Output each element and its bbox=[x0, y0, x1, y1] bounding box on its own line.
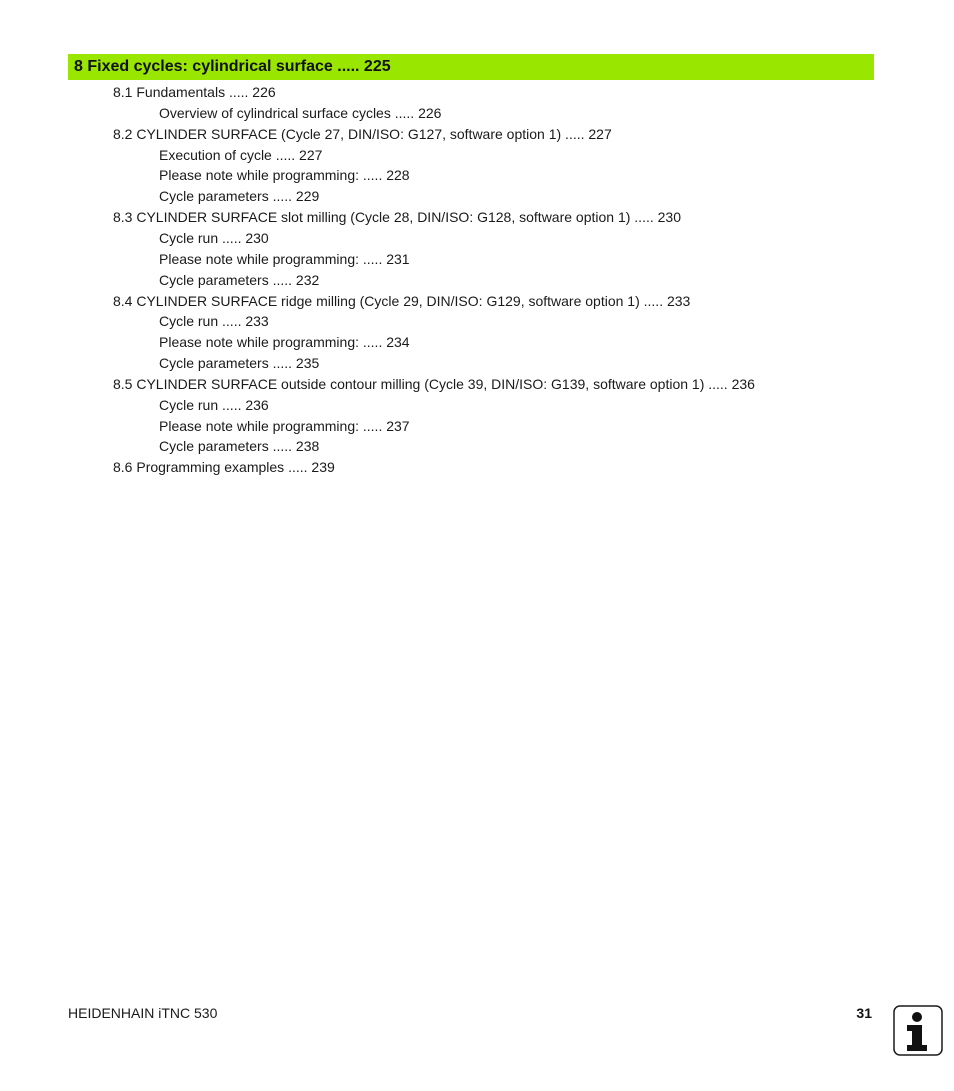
chapter-title[interactable]: 8 Fixed cycles: cylindrical surface ..... 225 bbox=[74, 58, 391, 75]
page-number: 31 bbox=[856, 1005, 872, 1021]
info-icon bbox=[893, 1005, 943, 1056]
toc-subsection-entry[interactable]: Cycle parameters ..... 232 bbox=[159, 271, 320, 288]
toc-subsection-entry[interactable]: Please note while programming: ..... 231 bbox=[159, 250, 410, 267]
toc-section-entry[interactable]: 8.3 CYLINDER SURFACE slot milling (Cycle 28, DIN/ISO: G128, software option 1) ..... 230 bbox=[113, 209, 681, 226]
toc-subsection-entry[interactable]: Cycle run ..... 230 bbox=[159, 229, 269, 246]
toc-subsection-entry[interactable]: Please note while programming: ..... 237 bbox=[159, 417, 410, 434]
toc-section-entry[interactable]: 8.5 CYLINDER SURFACE outside contour milling (Cycle 39, DIN/ISO: G139, software option 1) ..... 236 bbox=[113, 375, 755, 392]
toc-section-entry[interactable]: 8.6 Programming examples ..... 239 bbox=[113, 459, 335, 476]
toc-section-entry[interactable]: 8.4 CYLINDER SURFACE ridge milling (Cycle 29, DIN/ISO: G129, software option 1) ..... 233 bbox=[113, 292, 691, 309]
chapter-heading-bar bbox=[68, 54, 874, 80]
toc-subsection-entry[interactable]: Please note while programming: ..... 228 bbox=[159, 167, 410, 184]
toc-section-entry[interactable]: 8.2 CYLINDER SURFACE (Cycle 27, DIN/ISO: G127, software option 1) ..... 227 bbox=[113, 125, 612, 142]
toc-subsection-entry[interactable]: Cycle parameters ..... 229 bbox=[159, 188, 320, 205]
toc-section-entry[interactable]: 8.1 Fundamentals ..... 226 bbox=[113, 84, 276, 100]
toc-subsection-entry[interactable]: Please note while programming: ..... 234 bbox=[159, 334, 410, 351]
toc-subsection-entry[interactable]: Cycle parameters ..... 235 bbox=[159, 355, 320, 372]
toc-subsection-entry[interactable]: Overview of cylindrical surface cycles ..... 226 bbox=[159, 104, 442, 121]
toc-subsection-entry[interactable]: Execution of cycle ..... 227 bbox=[159, 146, 323, 163]
toc-subsection-entry[interactable]: Cycle run ..... 233 bbox=[159, 313, 269, 330]
footer-manual-title: HEIDENHAIN iTNC 530 bbox=[68, 1005, 218, 1021]
toc-subsection-entry[interactable]: Cycle parameters ..... 238 bbox=[159, 438, 320, 455]
toc-subsection-entry[interactable]: Cycle run ..... 236 bbox=[159, 396, 269, 413]
